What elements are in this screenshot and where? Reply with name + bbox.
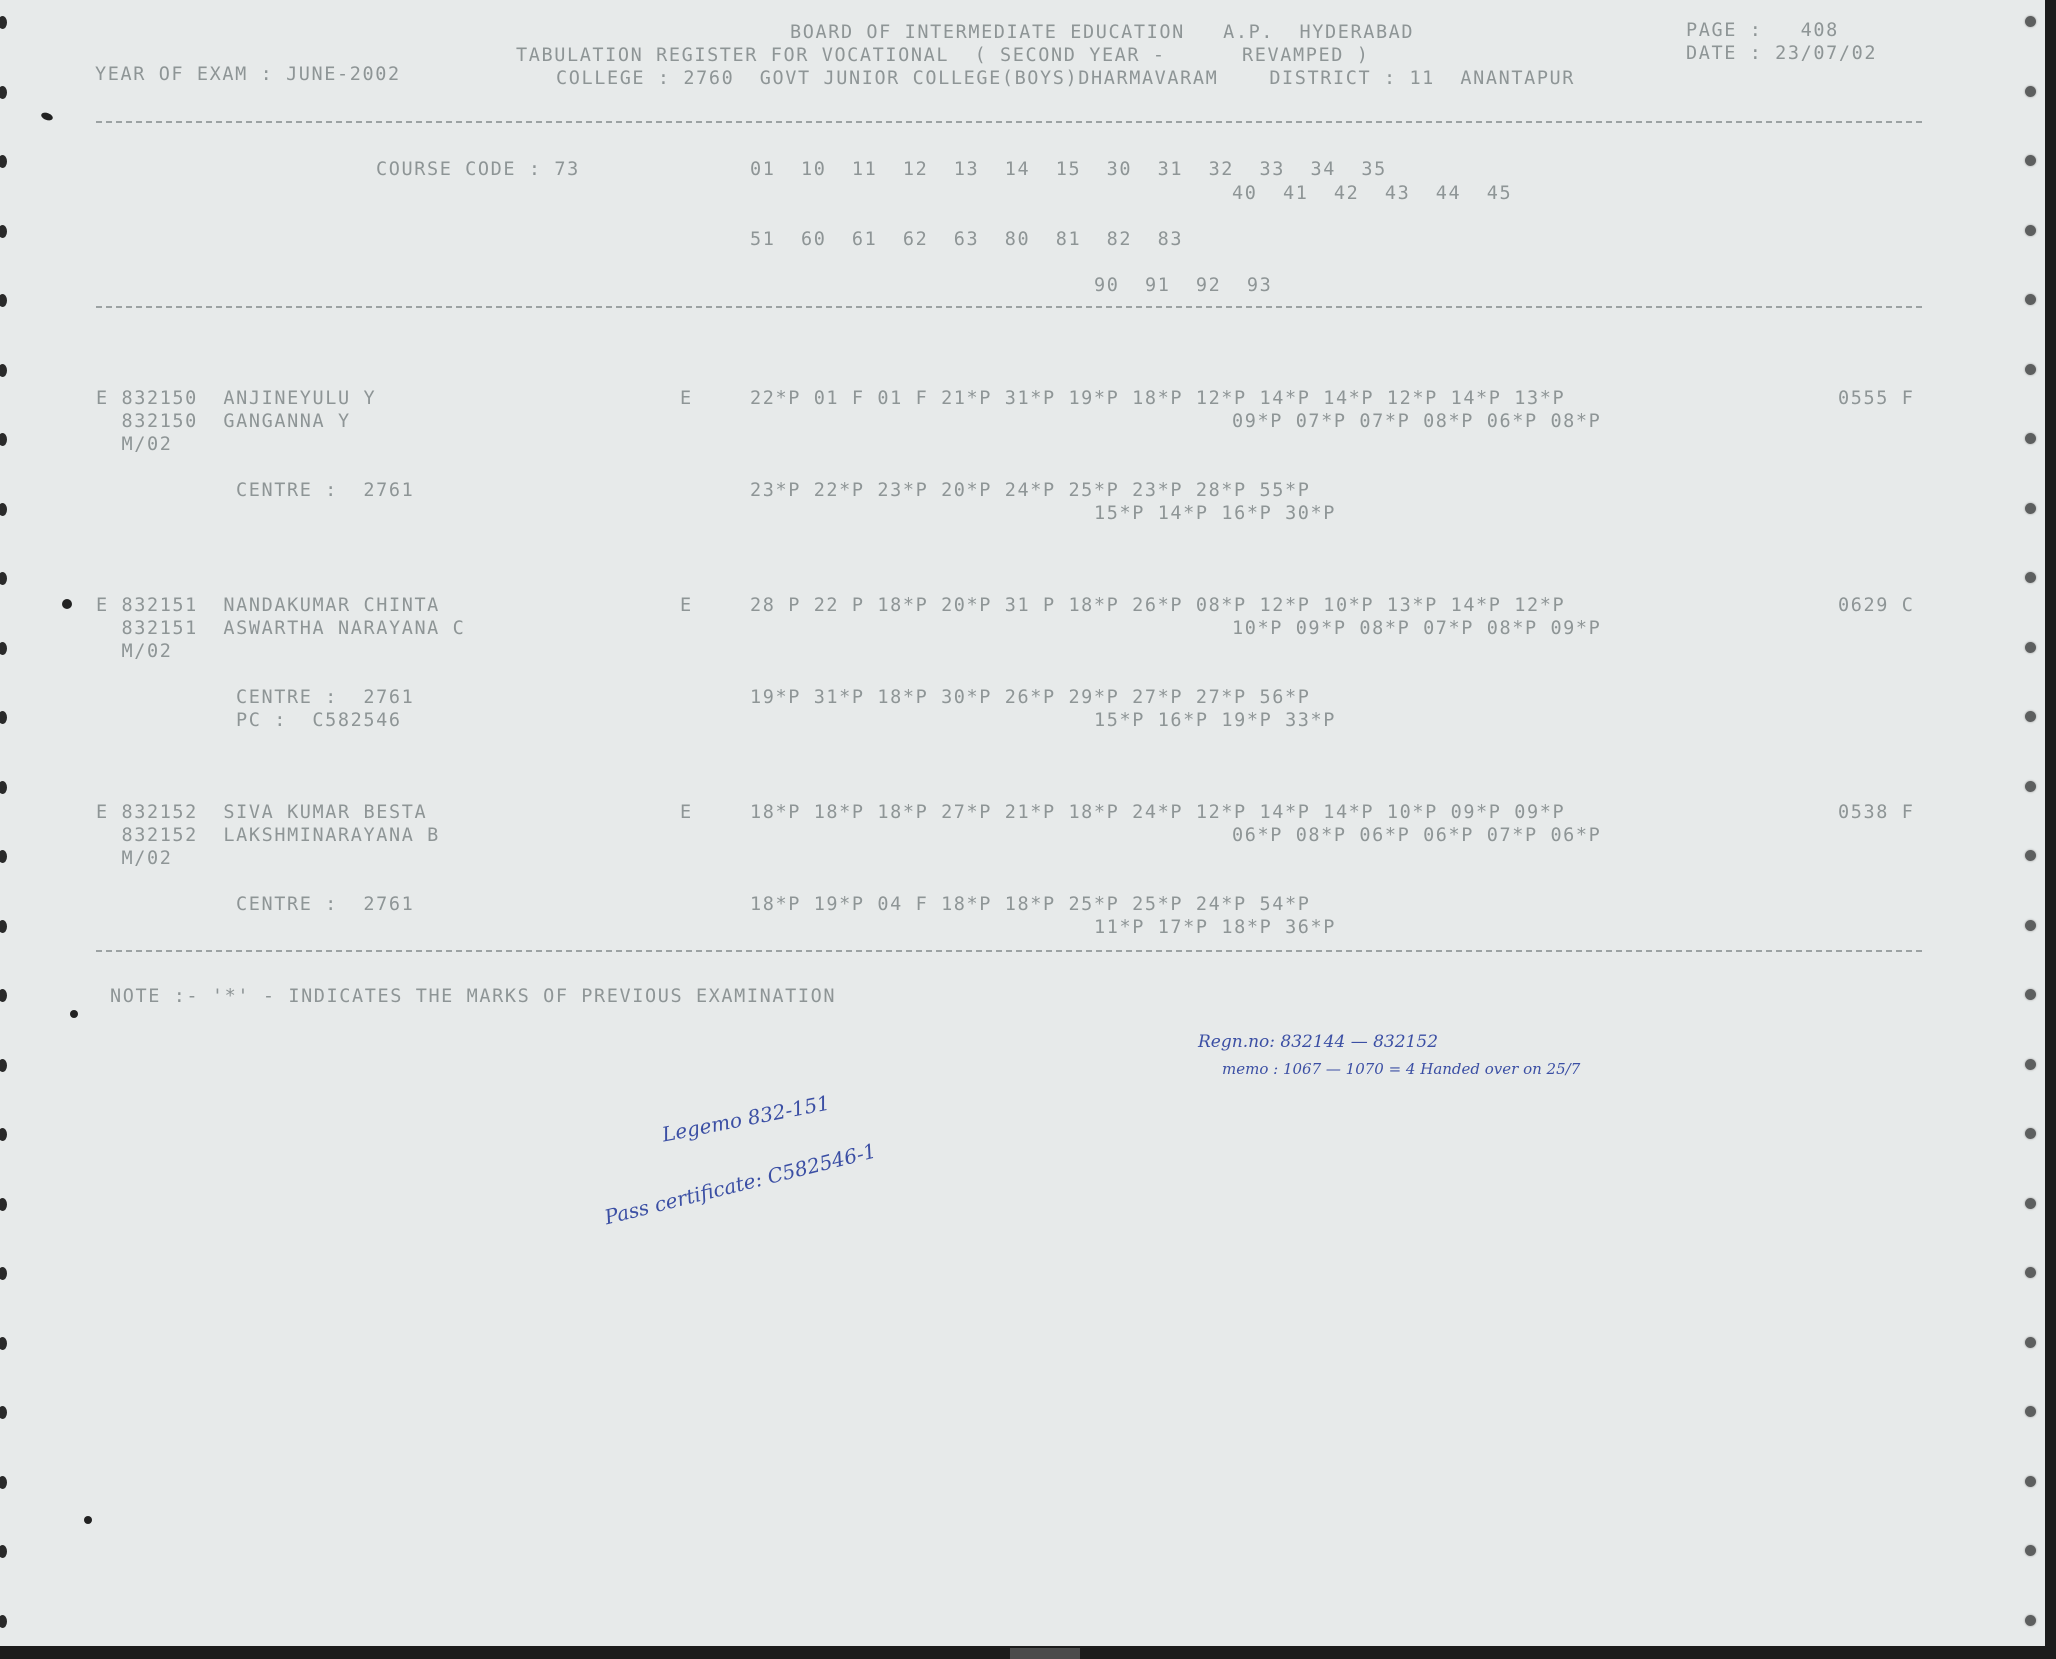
feed-hole <box>2025 433 2036 444</box>
arrow-mark <box>40 111 54 122</box>
divider-bottom <box>96 950 1922 952</box>
ink-dot <box>62 599 72 609</box>
divider-course <box>96 306 1922 308</box>
student-3-marks-row3: 18*P 19*P 04 F 18*P 18*P 25*P 25*P 24*P 54*P <box>750 894 1311 915</box>
feed-hole <box>2025 16 2036 27</box>
student-2-group: E <box>680 595 693 616</box>
feed-hole <box>0 433 7 446</box>
student-3-name: E 832152 SIVA KUMAR BESTA <box>96 802 428 823</box>
student-3-marks-row4: 11*P 17*P 18*P 36*P <box>1094 917 1337 938</box>
feed-hole <box>2025 503 2036 514</box>
feed-hole <box>2025 642 2036 653</box>
student-3-centre: CENTRE : 2761 <box>236 894 415 915</box>
student-2-marks-row2: 10*P 09*P 08*P 07*P 08*P 09*P <box>1232 618 1602 639</box>
feed-hole <box>0 503 7 516</box>
feed-hole <box>0 225 7 238</box>
page-number: PAGE : 408 <box>1686 20 1839 41</box>
student-2-centre: CENTRE : 2761 <box>236 687 415 708</box>
feed-hole <box>0 294 7 307</box>
student-1-marks-row3: 23*P 22*P 23*P 20*P 24*P 25*P 23*P 28*P 55*P <box>750 480 1311 501</box>
ink-dot <box>70 1010 78 1018</box>
feed-hole <box>2025 1128 2036 1139</box>
student-2-marks-row1: 28 P 22 P 18*P 20*P 31 P 18*P 26*P 08*P 12*P 10*P 13*P 14*P 12*P <box>750 595 1566 616</box>
student-1-medium: M/02 <box>96 434 173 455</box>
student-1-marks-row4: 15*P 14*P 16*P 30*P <box>1094 503 1337 524</box>
feed-hole <box>0 86 7 99</box>
feed-hole <box>0 364 7 377</box>
handwritten-memo-note: memo : 1067 — 1070 = 4 Handed over on 25/7 <box>1222 1060 1581 1078</box>
feed-hole <box>0 920 7 933</box>
handwritten-legemo: Legemo 832-151 <box>660 1090 832 1147</box>
student-3-medium: M/02 <box>96 848 173 869</box>
divider-top <box>96 121 1922 123</box>
student-3-marks-row1: 18*P 18*P 18*P 27*P 21*P 18*P 24*P 12*P 14*P 14*P 10*P 09*P 09*P <box>750 802 1566 823</box>
subject-codes-row3: 51 60 61 62 63 80 81 82 83 <box>750 229 1184 250</box>
board-title: BOARD OF INTERMEDIATE EDUCATION A.P. HYDERABAD <box>790 22 1415 43</box>
feed-hole <box>2025 1267 2036 1278</box>
feed-hole <box>0 850 7 863</box>
student-3-total: 0538 F <box>1838 802 1915 823</box>
tractor-feed-left <box>0 0 24 1646</box>
student-2-marks-row4: 15*P 16*P 19*P 33*P <box>1094 710 1337 731</box>
feed-hole <box>0 1128 7 1141</box>
feed-hole <box>2025 1615 2036 1626</box>
feed-hole <box>0 572 7 585</box>
student-1-marks-row1: 22*P 01 F 01 F 21*P 31*P 19*P 18*P 12*P 14*P 14*P 12*P 14*P 13*P <box>750 388 1566 409</box>
tractor-feed-right <box>2021 0 2045 1646</box>
feed-hole <box>0 989 7 1002</box>
feed-hole <box>2025 711 2036 722</box>
feed-hole <box>2025 1337 2036 1348</box>
subject-codes-row1: 01 10 11 12 13 14 15 30 31 32 33 34 35 <box>750 159 1387 180</box>
student-2-marks-row3: 19*P 31*P 18*P 30*P 26*P 29*P 27*P 27*P 56*P <box>750 687 1311 708</box>
feed-hole <box>0 1545 7 1558</box>
feed-hole <box>2025 781 2036 792</box>
feed-hole <box>2025 1406 2036 1417</box>
student-1-group: E <box>680 388 693 409</box>
year-of-exam: YEAR OF EXAM : JUNE-2002 <box>95 64 401 85</box>
feed-hole <box>0 711 7 724</box>
feed-hole <box>0 1615 7 1628</box>
feed-hole <box>2025 989 2036 1000</box>
student-2-name: E 832151 NANDAKUMAR CHINTA <box>96 595 440 616</box>
feed-hole <box>2025 294 2036 305</box>
feed-hole <box>2025 572 2036 583</box>
feed-hole <box>2025 850 2036 861</box>
handwritten-pass-certificate: Pass certificate: C582546-1 <box>602 1138 879 1230</box>
student-2-pc: PC : C582546 <box>236 710 402 731</box>
subject-codes-row2: 40 41 42 43 44 45 <box>1232 183 1513 204</box>
ink-dot <box>84 1516 92 1524</box>
student-3-marks-row2: 06*P 08*P 06*P 06*P 07*P 06*P <box>1232 825 1602 846</box>
footnote: NOTE :- '*' - INDICATES THE MARKS OF PREVIOUS EXAMINATION <box>110 986 837 1007</box>
student-1-marks-row2: 09*P 07*P 07*P 08*P 06*P 08*P <box>1232 411 1602 432</box>
student-1-total: 0555 F <box>1838 388 1915 409</box>
college-line: COLLEGE : 2760 GOVT JUNIOR COLLEGE(BOYS)DHARMAVARAM DISTRICT : 11 ANANTAPUR <box>556 68 1576 89</box>
feed-hole <box>2025 225 2036 236</box>
feed-hole <box>2025 920 2036 931</box>
feed-hole <box>2025 1545 2036 1556</box>
feed-hole <box>0 642 7 655</box>
student-3-group: E <box>680 802 693 823</box>
student-1-centre: CENTRE : 2761 <box>236 480 415 501</box>
feed-hole <box>2025 86 2036 97</box>
binder-tab <box>1010 1648 1080 1659</box>
subject-codes-row4: 90 91 92 93 <box>1094 275 1273 296</box>
feed-hole <box>0 16 7 29</box>
feed-hole <box>0 1476 7 1489</box>
student-1-name: E 832150 ANJINEYULU Y <box>96 388 377 409</box>
feed-hole <box>0 781 7 794</box>
feed-hole <box>2025 155 2036 166</box>
student-3-father: 832152 LAKSHMINARAYANA B <box>96 825 440 846</box>
course-code: COURSE CODE : 73 <box>376 159 580 180</box>
feed-hole <box>2025 1059 2036 1070</box>
student-2-father: 832151 ASWARTHA NARAYANA C <box>96 618 466 639</box>
feed-hole <box>2025 364 2036 375</box>
feed-hole <box>0 1337 7 1350</box>
student-2-medium: M/02 <box>96 641 173 662</box>
feed-hole <box>0 1198 7 1211</box>
print-date: DATE : 23/07/02 <box>1686 43 1878 64</box>
feed-hole <box>0 1406 7 1419</box>
student-2-total: 0629 C <box>1838 595 1915 616</box>
feed-hole <box>0 155 7 168</box>
feed-hole <box>0 1059 7 1072</box>
feed-hole <box>0 1267 7 1280</box>
register-title: TABULATION REGISTER FOR VOCATIONAL ( SECOND YEAR - REVAMPED ) <box>516 45 1370 66</box>
handwritten-regn-range: Regn.no: 832144 — 832152 <box>1198 1032 1439 1052</box>
feed-hole <box>2025 1476 2036 1487</box>
feed-hole <box>2025 1198 2036 1209</box>
student-1-father: 832150 GANGANNA Y <box>96 411 351 432</box>
